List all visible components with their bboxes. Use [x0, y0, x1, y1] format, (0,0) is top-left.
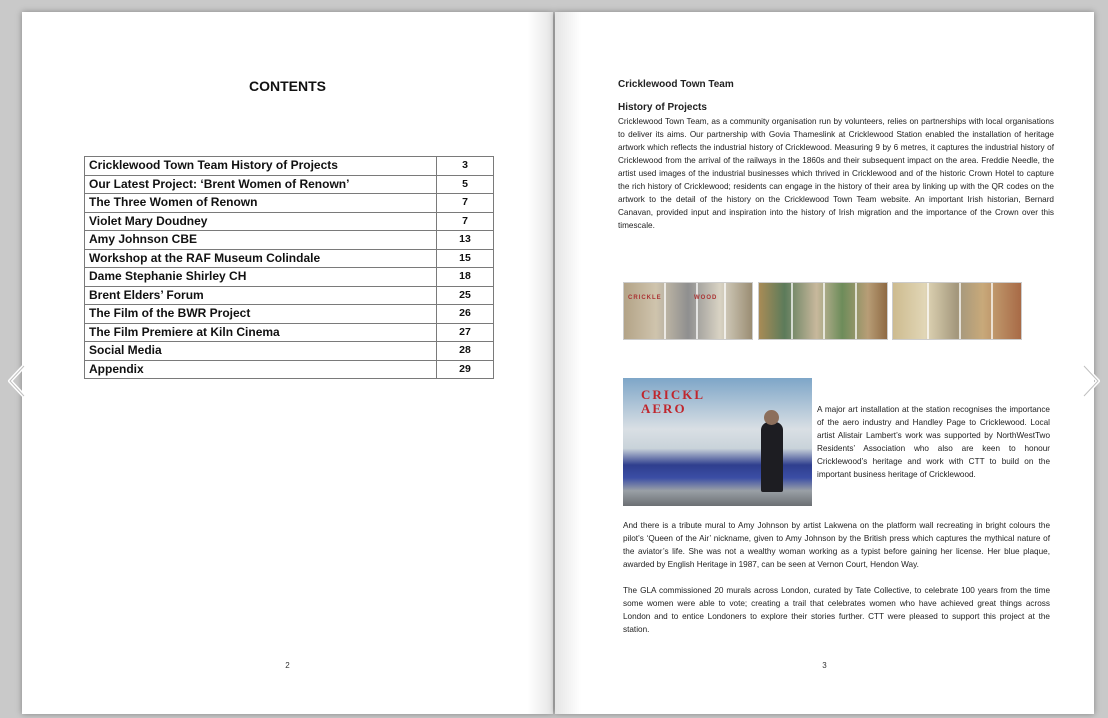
gla-murals-paragraph: The GLA commissioned 20 murals across London, curated by Tate Collective, to celebrate 100 years from the time some women were able to vote; creating a trail that celebrates women who have achieved great things across London and to entice Londoners to explore their stories further. CTT were pleased to support this project at the station. — [623, 586, 1050, 634]
toc-row — [85, 268, 494, 287]
previous-page-button[interactable] — [6, 363, 28, 399]
toc-page-number: 5 — [437, 175, 494, 194]
next-page-button[interactable] — [1080, 363, 1102, 399]
toc-page-number: 27 — [437, 323, 494, 342]
artwork-label: WOOD — [694, 295, 718, 301]
toc-title: Workshop at the RAF Museum Colindale — [85, 249, 437, 268]
contents-table — [84, 156, 494, 379]
artwork-image-2 — [758, 282, 888, 340]
artwork-image-1 — [623, 282, 753, 340]
gutter-shadow — [555, 12, 581, 714]
toc-title: Cricklewood Town Team History of Projects — [85, 157, 437, 176]
toc-row — [85, 360, 494, 379]
toc-page-number: 29 — [437, 360, 494, 379]
toc-row — [85, 175, 494, 194]
person-figure — [761, 422, 783, 492]
toc-title: The Film Premiere at Kiln Cinema — [85, 323, 437, 342]
artwork-label: CRICKLE — [628, 295, 662, 301]
section-subheading: History of Projects — [618, 102, 707, 113]
chevron-right-icon — [1080, 363, 1102, 399]
toc-page-number: 3 — [437, 157, 494, 176]
toc-row — [85, 323, 494, 342]
toc-row — [85, 212, 494, 231]
page-number-right: 3 — [822, 661, 827, 670]
toc-row — [85, 194, 494, 213]
person-head — [764, 410, 779, 425]
toc-title: The Three Women of Renown — [85, 194, 437, 213]
toc-page-number: 25 — [437, 286, 494, 305]
chevron-left-icon — [6, 363, 28, 399]
aero-installation-photo — [623, 378, 812, 506]
toc-row — [85, 249, 494, 268]
history-paragraph: Cricklewood Town Team, as a community organisation run by volunteers, relies on partnerships with local organisations to deliver its aims. Our partnership with Govia Thameslink at Cricklewood Station enabled the installation of heritage artwork which reflects the industrial history of Cricklewood. Measuring 9 by 6 metres, it captures the industrial history of Cricklewood from the arrival of the railways in the 1860s and their subsequent impact on the area. Freddie Needle, the artist used images of the industrial businesses which thrived in Cricklewood and of the historic Crown Hotel to capture the rich history of Cricklewood; residents can engage in the history of their area by linking up with the QR codes on the artwork to the detail of the history on the Cricklewood Town Team website. An important Irish historian, Bernard Canavan, provided input and inspiration into the history of Irish migration and the importance of the Crown over this timescale. — [618, 117, 1054, 230]
toc-title: Appendix — [85, 360, 437, 379]
photo-sign-text: CRICKL AERO — [641, 387, 706, 416]
toc-title: Our Latest Project: ‘Brent Women of Renown’ — [85, 175, 437, 194]
aero-paragraph: A major art installation at the station recognises the importance of the aero industry and Handley Page to Cricklewood. Local artist Alistair Lambert’s work was supported by NorthWestTwo Residents’ Association who also are keen to honour Cricklewood’s heritage and work with CTT to build on the important business heritage of Cricklewood. — [817, 405, 1050, 479]
toc-page-number: 26 — [437, 305, 494, 324]
toc-row — [85, 231, 494, 250]
toc-page-number: 28 — [437, 342, 494, 361]
toc-row — [85, 286, 494, 305]
toc-row — [85, 157, 494, 176]
toc-title: Amy Johnson CBE — [85, 231, 437, 250]
toc-title: Social Media — [85, 342, 437, 361]
amy-johnson-paragraph: And there is a tribute mural to Amy Johnson by artist Lakwena on the platform wall recreating in bright colours the pilot’s ‘Queen of the Air’ nickname, given to Amy Johnson by the British press which captures the mythical nature of the aviator’s life. She was not a wealthy woman working as a typist before gaining her license. Her blue plaque, awarded by English Heritage in 1987, can be seen at Vernon Court, Hendon Way. — [623, 521, 1050, 569]
toc-page-number: 15 — [437, 249, 494, 268]
gutter-shadow — [527, 12, 553, 714]
toc-row — [85, 342, 494, 361]
toc-page-number: 13 — [437, 231, 494, 250]
page-number-left: 2 — [285, 661, 290, 670]
toc-title: Dame Stephanie Shirley CH — [85, 268, 437, 287]
toc-page-number: 7 — [437, 212, 494, 231]
toc-title: Violet Mary Doudney — [85, 212, 437, 231]
toc-row — [85, 305, 494, 324]
left-page — [22, 12, 553, 714]
toc-title: The Film of the BWR Project — [85, 305, 437, 324]
toc-page-number: 18 — [437, 268, 494, 287]
toc-title: Brent Elders’ Forum — [85, 286, 437, 305]
toc-page-number: 7 — [437, 194, 494, 213]
artwork-image-3 — [892, 282, 1022, 340]
section-heading: Cricklewood Town Team — [618, 79, 734, 90]
contents-title: CONTENTS — [249, 78, 326, 94]
right-page — [555, 12, 1094, 714]
